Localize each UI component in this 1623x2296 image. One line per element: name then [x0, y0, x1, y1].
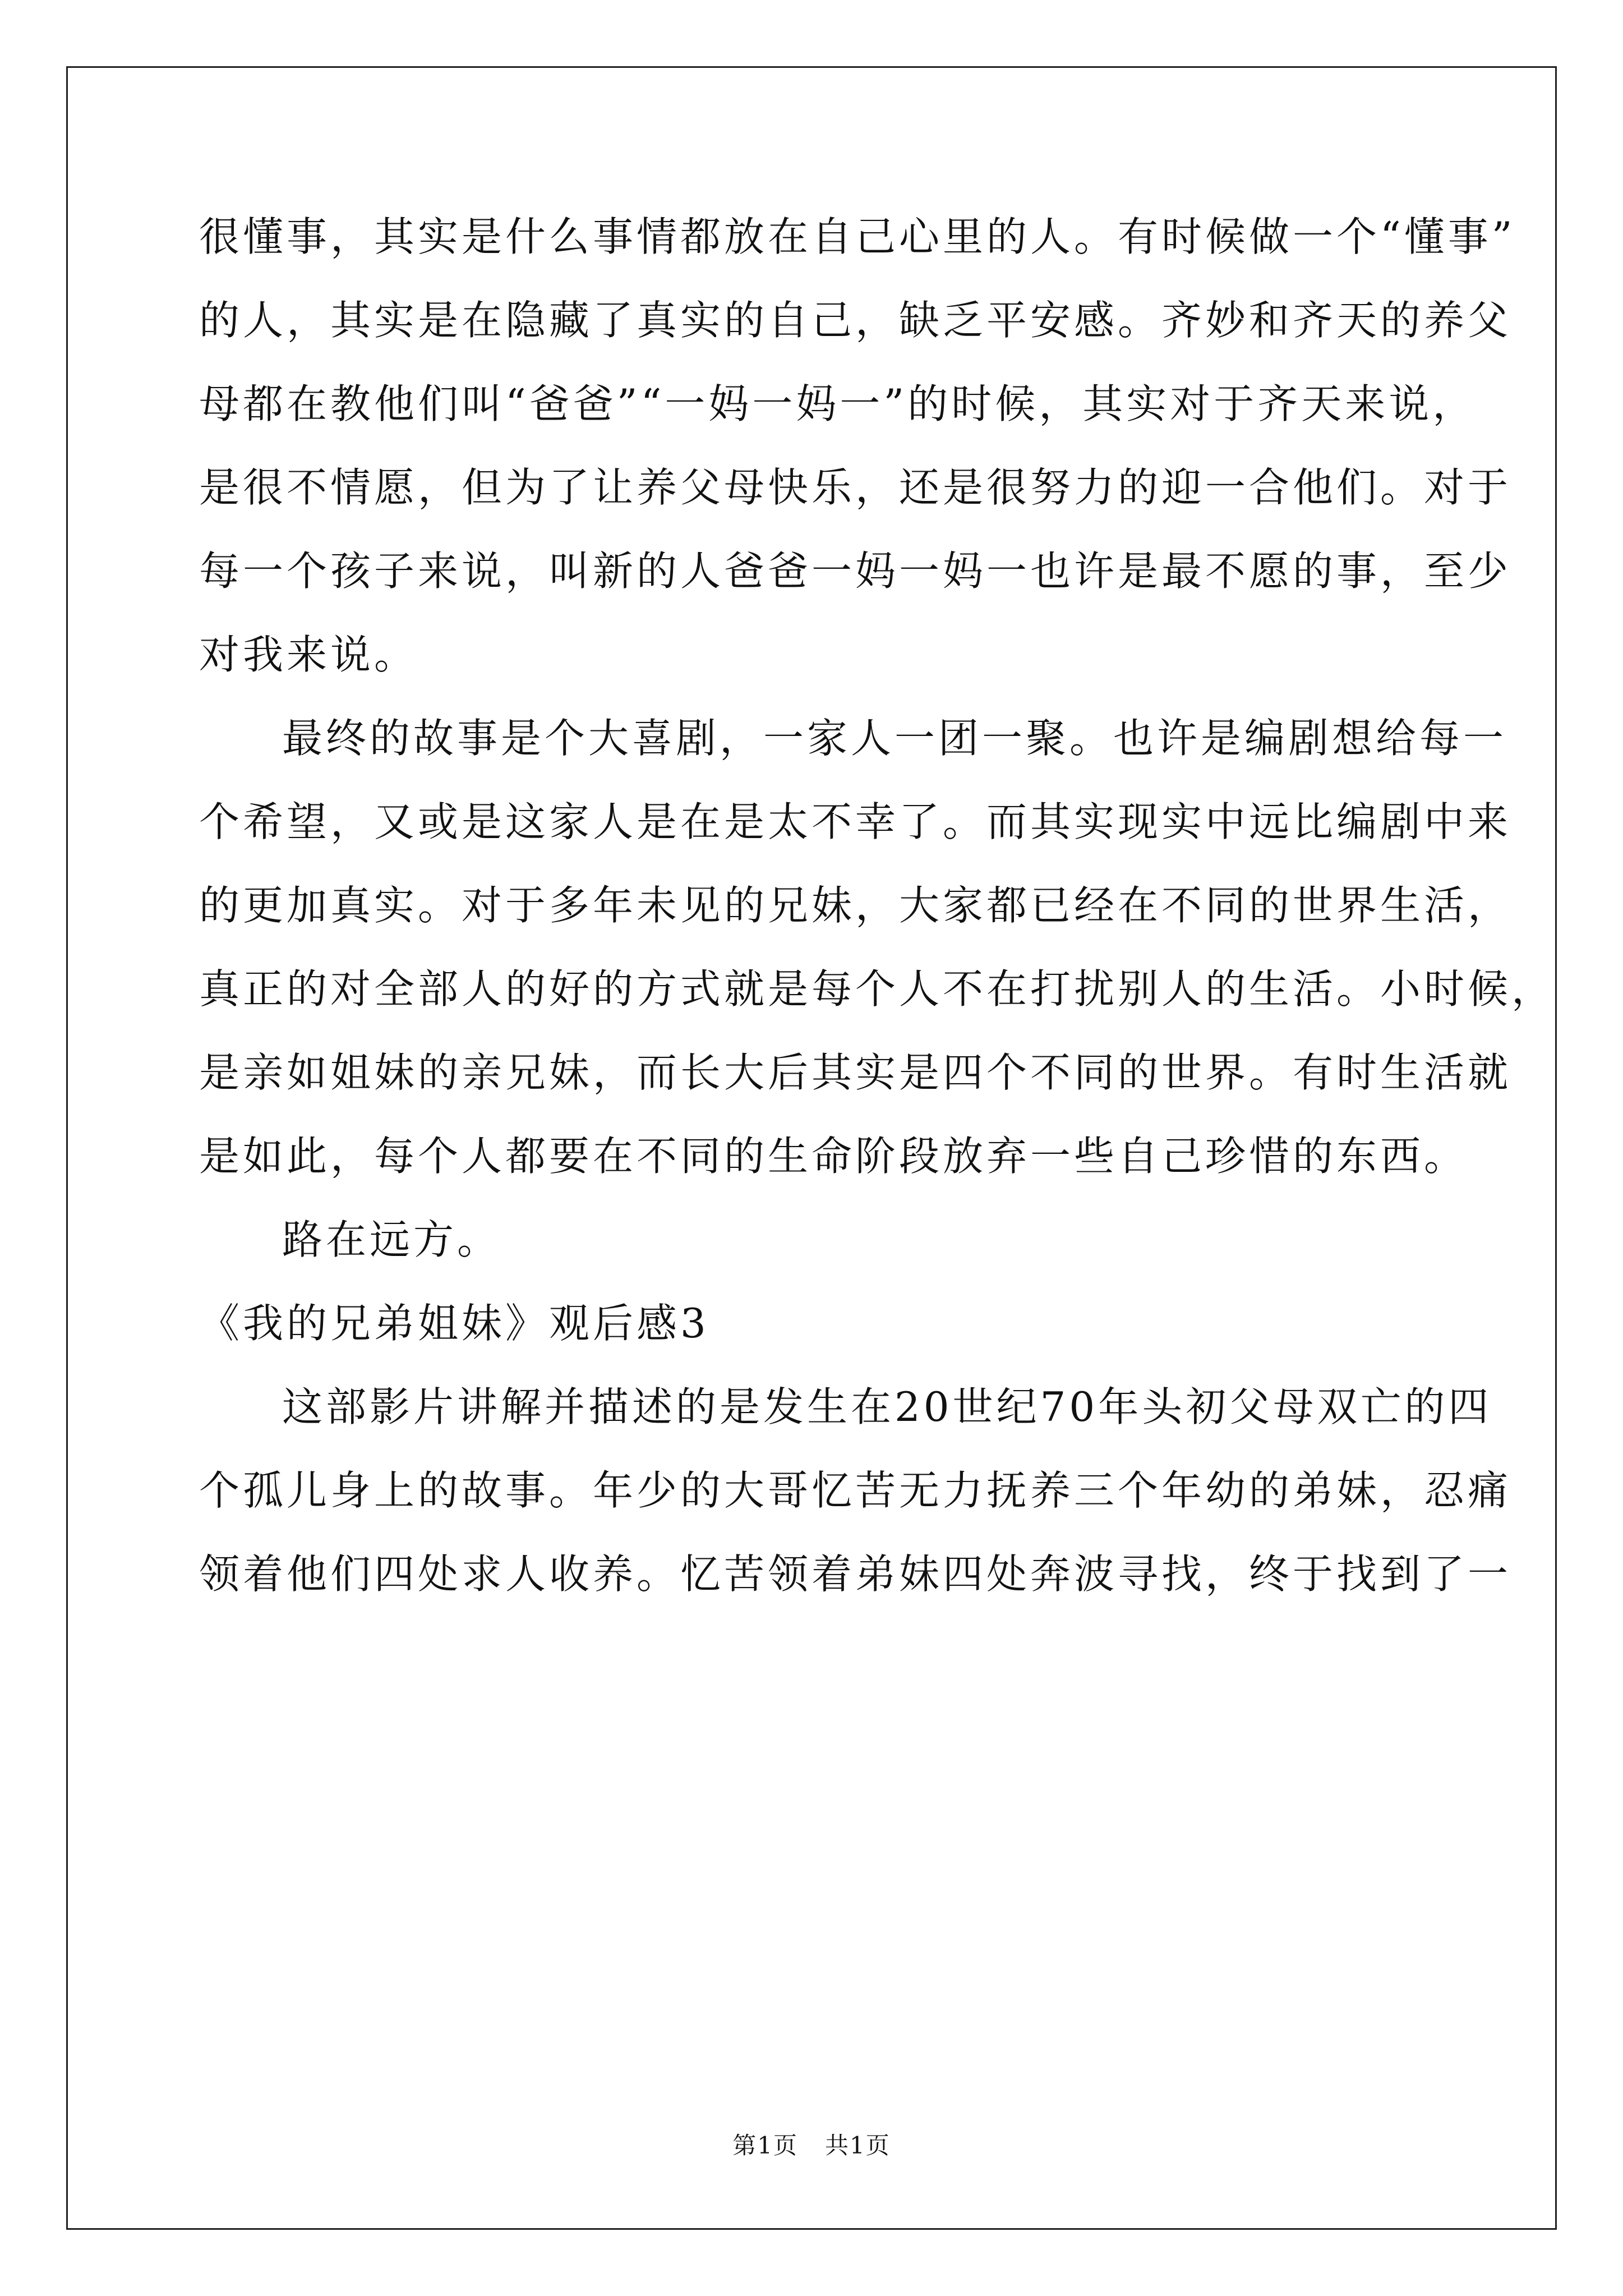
page-footer — [0, 2129, 1623, 2162]
text-line: 领着他们四处求人收养。忆苦领着弟妹四处奔波寻找，终于找到了一 — [199, 1550, 1512, 1598]
text-line: 对我来说。 — [199, 631, 418, 678]
text-line: 是很不情愿，但为了让养父母快乐，还是很努力的迎一合他们。对于 — [199, 464, 1512, 511]
text-line: 是亲如姐妹的亲兄妹，而长大后其实是四个不同的世界。有时生活就 — [199, 1049, 1512, 1096]
text-line: 的人，其实是在隐藏了真实的自己，缺乏平安感。齐妙和齐天的养父 — [199, 297, 1512, 344]
paragraph-start-line: 最终的故事是个大喜剧，一家人一团一聚。也许是编剧想给每一 — [282, 715, 1507, 762]
page-total: 共1页 — [825, 2132, 891, 2159]
text-line: 个孤儿身上的故事。年少的大哥忆苦无力抚养三个年幼的弟妹，忍痛 — [199, 1467, 1512, 1514]
page-number: 第1页 — [732, 2132, 798, 2159]
text-line: 母都在教他们叫“爸爸”“一妈一妈一”的时候，其实对于齐天来说， — [199, 380, 1477, 427]
text-line: 很懂事，其实是什么事情都放在自己心里的人。有时候做一个“懂事” — [199, 213, 1516, 260]
section-heading: 《我的兄弟姐妹》观后感3 — [199, 1300, 709, 1347]
text-line: 个希望，又或是这家人是在是太不幸了。而其实现实中远比编剧中来 — [199, 798, 1512, 845]
paragraph-start-line: 这部影片讲解并描述的是发生在20世纪70年头初父母双亡的四 — [282, 1383, 1492, 1430]
text-line: 的更加真实。对于多年未见的兄妹，大家都已经在不同的世界生活， — [199, 882, 1512, 929]
text-line: 是如此，每个人都要在不同的生命阶段放弃一些自己珍惜的东西。 — [199, 1133, 1468, 1180]
text-line: 每一个孩子来说，叫新的人爸爸一妈一妈一也许是最不愿的事，至少 — [199, 547, 1512, 595]
text-line: 真正的对全部人的好的方式就是每个人不在打扰别人的生活。小时候， — [199, 965, 1556, 1013]
paragraph-start-line: 路在远方。 — [282, 1216, 501, 1263]
